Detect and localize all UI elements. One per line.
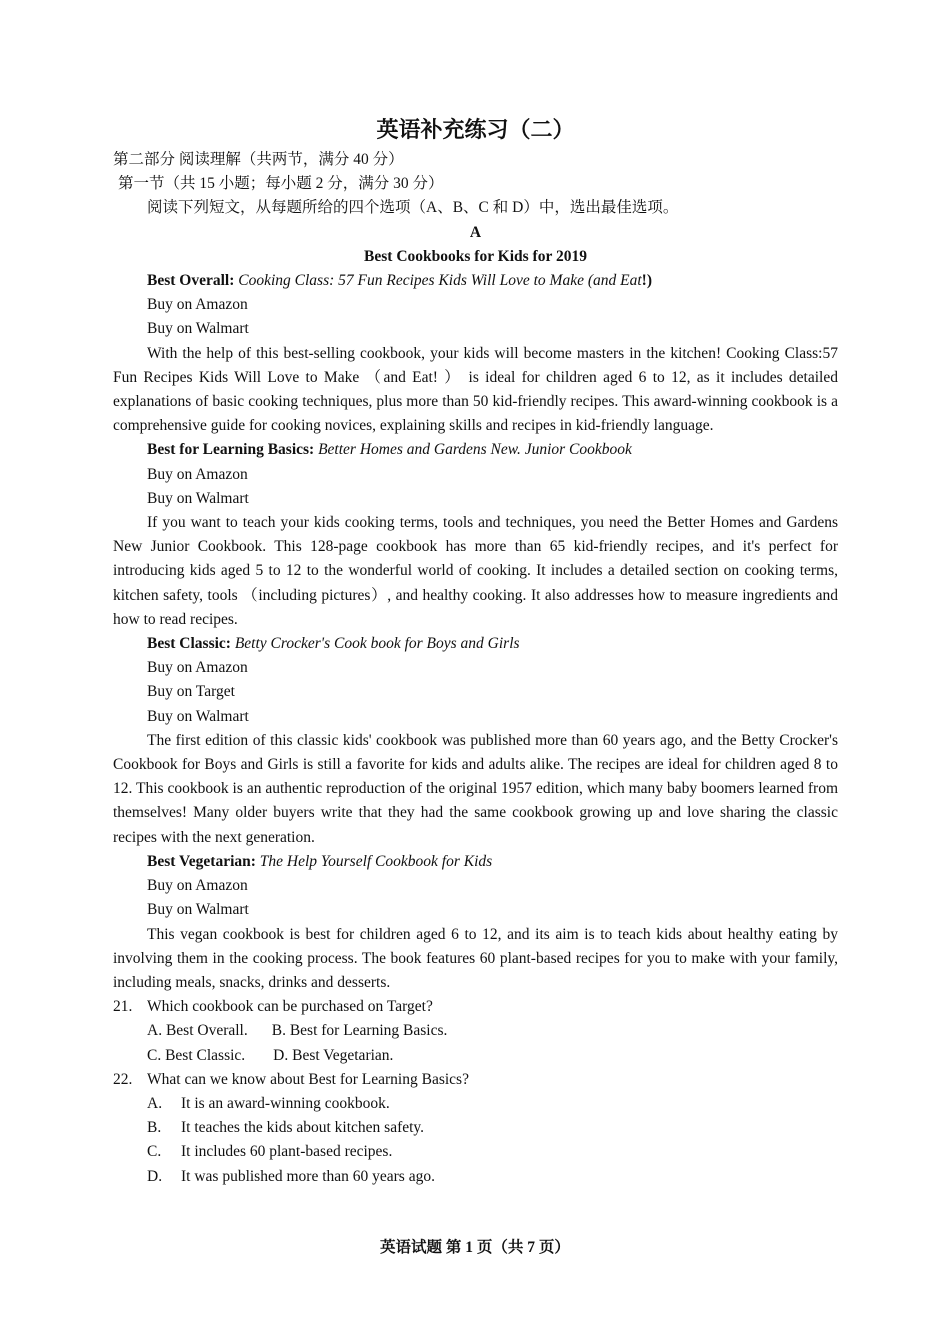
entry-label: Best Overall: [147, 272, 235, 290]
entry-book-title: Cooking Class: 57 Fun Recipes Kids Will Love to Make (and Eat [238, 272, 642, 290]
buy-link[interactable]: Buy on Walmart [147, 320, 249, 338]
part-heading: 第二部分 阅读理解（共两节，满分 40 分） [113, 151, 404, 168]
question-number: 21. [113, 998, 133, 1016]
option-a[interactable]: A. Best Overall. [147, 1022, 248, 1040]
document-body [113, 112, 838, 1189]
entry-description: With the help of this best-selling cookbook, your kids will become masters in the kitchen! Cooking Class:57 Fun Recipes Kids Will Love to Make （and Eat! ） is ideal for children aged 6 to 12, as it includes detailed explanations of basic cooking techniques, plus more than 50 kid-friendly recipes. This award-winning cookbook is a comprehensive guide for cooking novices, explaining skills and recipes in kid-friendly language. [113, 344, 838, 435]
option-d[interactable] [113, 1165, 838, 1189]
buy-link[interactable]: Buy on Amazon [147, 296, 248, 314]
question-21 [113, 995, 838, 1019]
buy-link[interactable]: Buy on Walmart [147, 901, 249, 919]
passage-letter: A [469, 223, 482, 241]
entry-book-title: The Help Yourself Cookbook for Kids [259, 852, 493, 870]
page-title: 英语补充练习（二） [376, 117, 575, 142]
option-row [113, 1019, 838, 1043]
option-d[interactable]: D. Best Vegetarian. [273, 1046, 394, 1064]
option-b[interactable] [113, 1116, 838, 1140]
option-text: It teaches the kids about kitchen safety. [181, 1119, 425, 1137]
option-c[interactable] [113, 1140, 838, 1164]
option-letter: C. [147, 1143, 162, 1161]
entry-label: Best for Learning Basics: [147, 441, 315, 459]
option-letter: B. [147, 1119, 162, 1137]
entry-book-title: Betty Crocker's Cook book for Boys and Girls [234, 635, 520, 653]
entry-heading [113, 632, 838, 656]
entry-label: Best Classic: [147, 635, 231, 653]
buy-link[interactable]: Buy on Target [147, 683, 235, 701]
entry-description: If you want to teach your kids cooking terms, tools and techniques, you need the Better Homes and Gardens New Junior Cookbook. This 128-page cookbook has more than 65 kid-friendly recipes, and it's perfect for introducing kids aged 5 to 12 to the wonderful world of cooking. It includes a detailed section on cooking terms, kitchen safety, tools （including pictures）, and healthy cooking. It also addresses how to measure ingredients and how to read recipes. [113, 514, 838, 628]
question-text: Which cookbook can be purchased on Target? [147, 998, 433, 1016]
entry-heading [113, 438, 838, 462]
page-footer: 英语试题 第 1 页（共 7 页） [380, 1239, 570, 1256]
instructions: 阅读下列短文，从每题所给的四个选项（A、B、C 和 D）中，选出最佳选项。 [147, 199, 679, 217]
buy-link[interactable]: Buy on Walmart [147, 707, 249, 725]
question-text: What can we know about Best for Learning Basics? [147, 1070, 469, 1088]
entry-book-title: Better Homes and Gardens New. Junior Cookbook [318, 441, 632, 459]
section-heading: 第一节（共 15 小题；每小题 2 分，满分 30 分） [118, 175, 444, 193]
question-22 [113, 1068, 838, 1092]
entry-book-suffix: !) [641, 272, 652, 290]
option-letter: A. [147, 1094, 163, 1112]
option-row [113, 1044, 838, 1068]
question-number: 22. [113, 1070, 133, 1088]
option-text: It was published more than 60 years ago. [181, 1167, 435, 1185]
buy-link[interactable]: Buy on Walmart [147, 489, 249, 507]
option-text: It includes 60 plant-based recipes. [181, 1143, 393, 1161]
option-b[interactable]: B. Best for Learning Basics. [271, 1022, 448, 1040]
passage-title: Best Cookbooks for Kids for 2019 [364, 247, 587, 265]
entry-label: Best Vegetarian: [147, 852, 256, 870]
entry-heading [113, 269, 838, 293]
entry-heading [113, 850, 838, 874]
entry-description: This vegan cookbook is best for children aged 6 to 12, and its aim is to teach kids about healthy eating by involving them in the cooking process. The book features 60 plant-based recipes for you to make with your family, including meals, snacks, drinks and desserts. [113, 925, 838, 991]
option-text: It is an award-winning cookbook. [181, 1094, 390, 1112]
option-a[interactable] [113, 1092, 838, 1116]
option-letter: D. [147, 1167, 163, 1185]
buy-link[interactable]: Buy on Amazon [147, 465, 248, 483]
buy-link[interactable]: Buy on Amazon [147, 659, 248, 677]
buy-link[interactable]: Buy on Amazon [147, 877, 248, 895]
option-c[interactable]: C. Best Classic. [147, 1046, 246, 1064]
entry-description: The first edition of this classic kids' cookbook was published more than 60 years ago, and the Betty Crocker's Cookbook for Boys and Girls is still a favorite for kids and adults alike. The recipes are ideal for children aged 8 to 12. This cookbook is an authentic reproduction of the original 1957 edition, which many baby boomers learned from themselves! Many older buyers write that they had the same cookbook growing up and love sharing the classic recipes with the next generation. [113, 731, 838, 846]
